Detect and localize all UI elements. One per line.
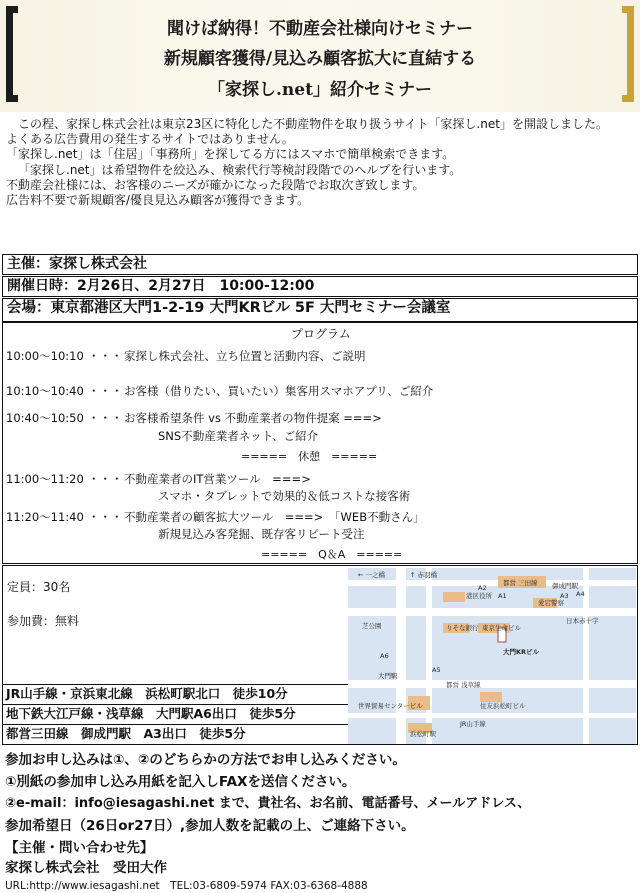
program-text: 不動産業者のIT営業ツール ===>: [124, 472, 311, 486]
footer-contact: URL:http://www.iesagashi.net TEL:03-6809-5974 FAX:03-6368-4888: [5, 880, 368, 892]
program-subtext: 新規見込み客発掘、既存客リピート受注: [158, 527, 365, 541]
map-label: 世界貿易センタービル: [358, 702, 423, 710]
intro-paragraph: 広告料不要で新規顧客/優良見込み顧客が獲得できます。: [6, 193, 310, 208]
map-label: 御成門駅: [552, 582, 578, 590]
access-map: [348, 568, 636, 744]
map-label: A2: [478, 584, 487, 592]
program-item: [6, 472, 311, 487]
map-label: A1: [498, 592, 507, 600]
program-qa: ===== Q＆A =====: [261, 548, 403, 561]
header-banner: [0, 0, 640, 112]
map-label: 大門KRビル: [503, 648, 540, 656]
map-road: [348, 713, 636, 718]
map-label: 都営 浅草線: [446, 681, 481, 689]
banner-title-line3: 「家探し.net」紹介セミナー: [208, 80, 432, 100]
map-building: [443, 592, 465, 602]
apply-line: ②e-mail：info@iesagashi.net まで、貴社名、お名前、電話番号、メールアドレス、: [5, 796, 531, 811]
intro-text: [6, 117, 634, 208]
map-road: [348, 580, 636, 586]
map-label: 港区役所: [466, 592, 492, 600]
access-row: 都営三田線 御成門駅 A3出口 徒歩5分: [3, 724, 351, 745]
map-road: [348, 608, 636, 616]
map-label: 芝公園: [362, 622, 382, 630]
map-label: A5: [432, 666, 441, 674]
fee-text: 参加費：無料: [7, 614, 80, 628]
venue-bar: 会場：東京都港区大門1-2-19 大門KRビル 5F 大門セミナー会議室: [2, 298, 638, 322]
program-dots: ・・・: [88, 472, 123, 486]
program-text: お客様（借りたい、買いたい）集客用スマホアプリ、ご紹介: [124, 384, 434, 398]
map-label: 浜松町駅: [410, 730, 436, 738]
apply-line: 参加希望日（26日or27日）,参加人数を記載の上、ご連絡下さい。: [5, 818, 415, 834]
map-label: ← 一之橋: [358, 571, 386, 579]
map-label: JR山手線: [460, 720, 486, 728]
map-label: りそな銀行: [446, 624, 479, 632]
intro-paragraph: 「家探し.net」は「住居」「事務所」を探してる方にはスマホで簡単検索できます。: [6, 147, 455, 162]
program-subtext: スマホ・タブレットで効果的＆低コストな接客術: [158, 489, 411, 503]
intro-paragraph: 「家探し.net」は希望物件を絞込み、検索代行等検討段階でのヘルプを行います。: [18, 162, 462, 177]
contact-heading: 【主催・問い合わせ先】: [5, 840, 154, 856]
program-time: 10:40～10:50: [6, 411, 84, 425]
intro-paragraph: よくある広告費用の発生するサイトではありません。: [6, 132, 294, 147]
program-text: 家探し株式会社、立ち位置と活動内容、ご説明: [124, 349, 366, 363]
map-road: [348, 680, 636, 688]
datetime-bar: 開催日時：2月26日、2月27日 10:00-12:00: [2, 276, 638, 297]
map-label: 東京生命ビル: [482, 624, 521, 632]
map-label: 愛宕警察: [538, 599, 564, 607]
banner-title-line1: 聞けば納得！不動産会社様向けセミナー: [167, 19, 473, 39]
program-box: [2, 322, 638, 564]
program-dots: ・・・: [88, 411, 123, 425]
map-label: 日本赤十字: [566, 617, 599, 625]
details-section: [2, 565, 638, 745]
access-row: 地下鉄大江戸線・浅草線 大門駅A6出口 徒歩5分: [3, 704, 351, 724]
program-text: 不動産業者の顧客拡大ツール ===> 「WEB不動さん」: [124, 510, 425, 524]
map-label: ↑ 赤羽橋: [410, 571, 438, 579]
map-label: 都営 三田線: [503, 579, 538, 587]
map-building: [480, 692, 502, 702]
program-dots: ・・・: [88, 349, 123, 363]
map-label: 大門駅: [378, 672, 398, 680]
program-item: [6, 349, 366, 364]
map-label: A6: [380, 652, 389, 660]
map-label: 住友浜松町ビル: [480, 702, 526, 710]
program-item: [6, 384, 433, 399]
access-row: JR山手線・京浜東北線 浜松町駅北口 徒歩10分: [3, 684, 351, 704]
program-dots: ・・・: [88, 384, 123, 398]
intro-paragraph: この程、家探し株式会社は東京23区に特化した不動産物件を取り扱うサイト「家探し.net」を開設しました。: [18, 117, 608, 131]
program-title: プログラム: [291, 327, 351, 341]
program-text: お客様希望条件 vs 不動産業者の物件提案 ===>: [124, 411, 382, 425]
apply-line: 参加お申し込みは①、②のどちらかの方法でお申し込みください。: [5, 752, 406, 768]
program-time: 11:00～11:20: [6, 472, 84, 486]
apply-line: ①別紙の参加申し込み用紙を記入しFAXを送信ください。: [5, 774, 356, 790]
capacity-text: 定員：30名: [7, 580, 71, 594]
contact-name: 家探し株式会社 受田大作: [5, 860, 167, 876]
program-time: 10:00～10:10: [6, 349, 84, 363]
program-time: 10:10～10:40: [6, 384, 84, 398]
intro-paragraph: 不動産会社様には、お客様のニーズが確かになった段階でお取次ぎ致します。: [6, 177, 425, 192]
program-dots: ・・・: [88, 510, 123, 524]
program-break: ===== 休憩 =====: [241, 450, 378, 463]
program-item: [6, 411, 382, 426]
program-subtext: SNS不動産業者ネット、ご紹介: [158, 429, 319, 443]
banner-title-line2: 新規顧客獲得/見込み顧客拡大に直結する: [163, 49, 477, 69]
map-label: A4: [576, 590, 585, 598]
program-time: 11:20～11:40: [6, 510, 84, 524]
map-label: A3: [560, 592, 569, 600]
program-item: [6, 510, 425, 525]
organizer-bar: 主催：家探し株式会社: [2, 254, 638, 275]
